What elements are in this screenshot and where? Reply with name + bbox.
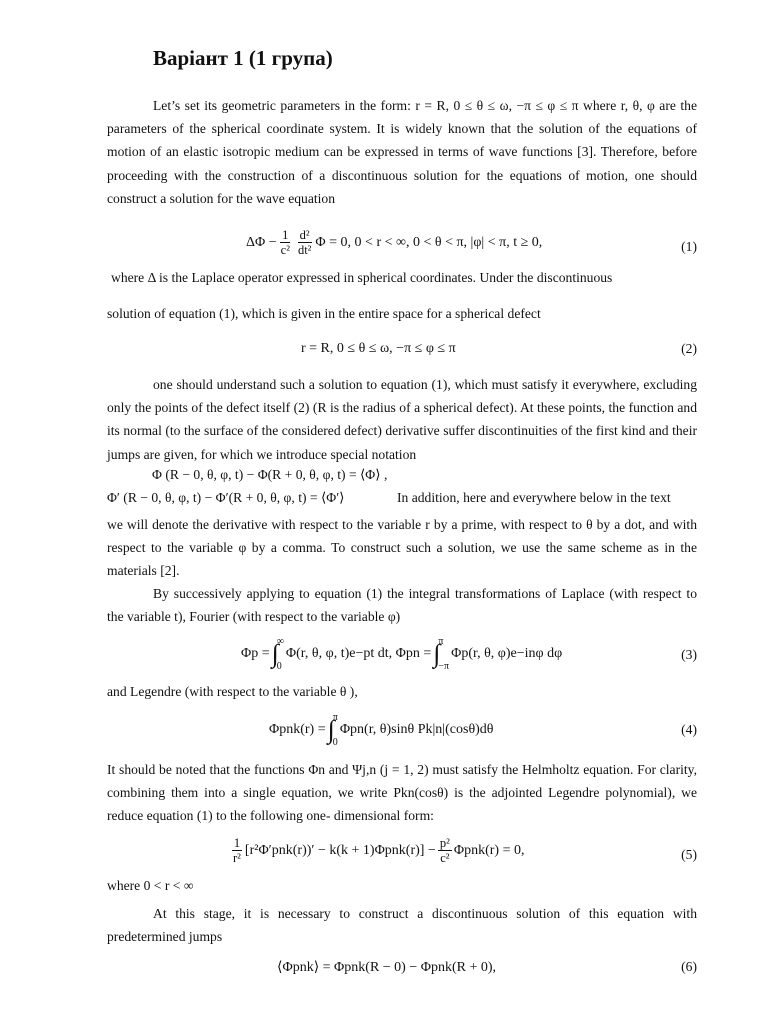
eq1-lhs: ΔΦ − [246, 234, 277, 250]
paragraph-legendre: and Legendre (with respect to the variable θ ), [107, 684, 358, 699]
equation-number-4: (4) [681, 722, 697, 737]
equation-3: Φp = ∫ ∞ 0 Φ(r, θ, φ, t)e−pt dt, Φpn = ∫ π −π Φp(r, θ, φ)e−inφ dφ [241, 636, 563, 672]
eq1-frac-2: $\frac{\text{d²}}{\text{dt²}}$ [297, 228, 312, 257]
equation-number-3: (3) [681, 647, 697, 662]
paragraph-domain: where 0 < r < ∞ [107, 878, 194, 893]
eq5-frac-1: $\frac{1}{\text{r²}}$ [233, 836, 241, 865]
paragraph-helmholtz: It should be noted that the functions Φn and Ψj,n (j = 1, 2) must satisfy the Helmholtz equation. For clarity, combining them into a single equation, we write Pkn(cosθ) is the adjointed Legendre polynomial), we reduce equation (1) to the following one- dimensional form: [107, 762, 697, 824]
paragraph-notation-start: In addition, here and everywhere below in the text [397, 490, 671, 505]
paragraph-defect: solution of equation (1), which is given in the entire space for a spherical defect [107, 306, 541, 321]
integral-legendre: ∫ π 0 [327, 712, 338, 748]
eq1-frac-1: $\frac{1}{\text{c²}}$ [280, 228, 290, 257]
eq1-rest: Φ = 0, 0 < r < ∞, 0 < θ < π, |φ| < π, t ≥ 0, [315, 234, 543, 250]
paragraph-notation: we will denote the derivative with respect to the variable r by a prime, with respect to θ by a dot, and with respect to the variable φ by a comma. To construct such a solution, we use the same scheme as in the materials [2]. [107, 517, 697, 579]
equation-6: ⟨Φpnk⟩ = Φpnk(R − 0) − Φpnk(R + 0), [277, 960, 497, 975]
equation-number-5: (5) [681, 847, 697, 862]
paragraph-laplace: where Δ is the Laplace operator expressed in spherical coordinates. Under the discontinuous [111, 270, 613, 285]
paragraph-intro: Let’s set its geometric parameters in the form: r = R, 0 ≤ θ ≤ ω, −π ≤ φ ≤ π where r, θ, φ are the parameters of the spherical coordinate system. It is widely known that the solution of the equations of motion of an elastic isotropic medium can be expressed in terms of wave functions [3]. Therefore, before proceeding with the construction of a discontinuous solution for the equations of motion, one should construct a solution for the wave equation [107, 98, 697, 206]
jump-equation-1: Φ (R − 0, θ, φ, t) − Φ(R + 0, θ, φ, t) = ⟨Φ⟩ , [152, 467, 388, 482]
jump-equation-2: Φ′ (R − 0, θ, φ, t) − Φ′(R + 0, θ, φ, t) = ⟨Φ′⟩ [107, 490, 345, 505]
equation-number-2: (2) [681, 341, 697, 356]
paragraph-transforms: By successively applying to equation (1) the integral transformations of Laplace (with respect to the variable t), Fourier (with respect to the variable φ) [107, 586, 697, 625]
integral-fourier: ∫ π −π [433, 636, 450, 672]
eq5-frac-2: $\frac{\text{p²}}{\text{c²}}$ [439, 836, 450, 865]
equation-4: Φpnk(r) = ∫ π 0 Φpn(r, θ)sinθ Pk|n|(cosθ)dθ [269, 712, 494, 748]
equation-2: r = R, 0 ≤ θ ≤ ω, −π ≤ φ ≤ π [301, 341, 456, 356]
paragraph-jumps: At this stage, it is necessary to construct a discontinuous solution of this equation with predetermined jumps [107, 906, 697, 945]
paragraph-discontinuity: one should understand such a solution to equation (1), which must satisfy it everywhere, excluding only the points of the defect itself (2) (R is the radius of a spherical defect). At these points, the function and its normal (to the surface of the considered defect) derivative suffer discontinuities of the first kind and their jumps are given, for which we introduce special notation [107, 377, 697, 462]
equation-5: $\frac{1}{\text{r²}}$ [r²Φ′pnk(r))′ − k(k + 1)Φpnk(r)] − $\frac{\text{p²}}{\text{c²}}$ Φpnk(r) = 0, [233, 836, 525, 865]
page-title: Варіант 1 (1 група) [153, 46, 333, 70]
equation-number-1: (1) [681, 239, 697, 254]
equation-1 [246, 228, 542, 257]
integral-laplace: ∫ ∞ 0 [271, 636, 284, 672]
equation-number-6: (6) [681, 959, 697, 974]
